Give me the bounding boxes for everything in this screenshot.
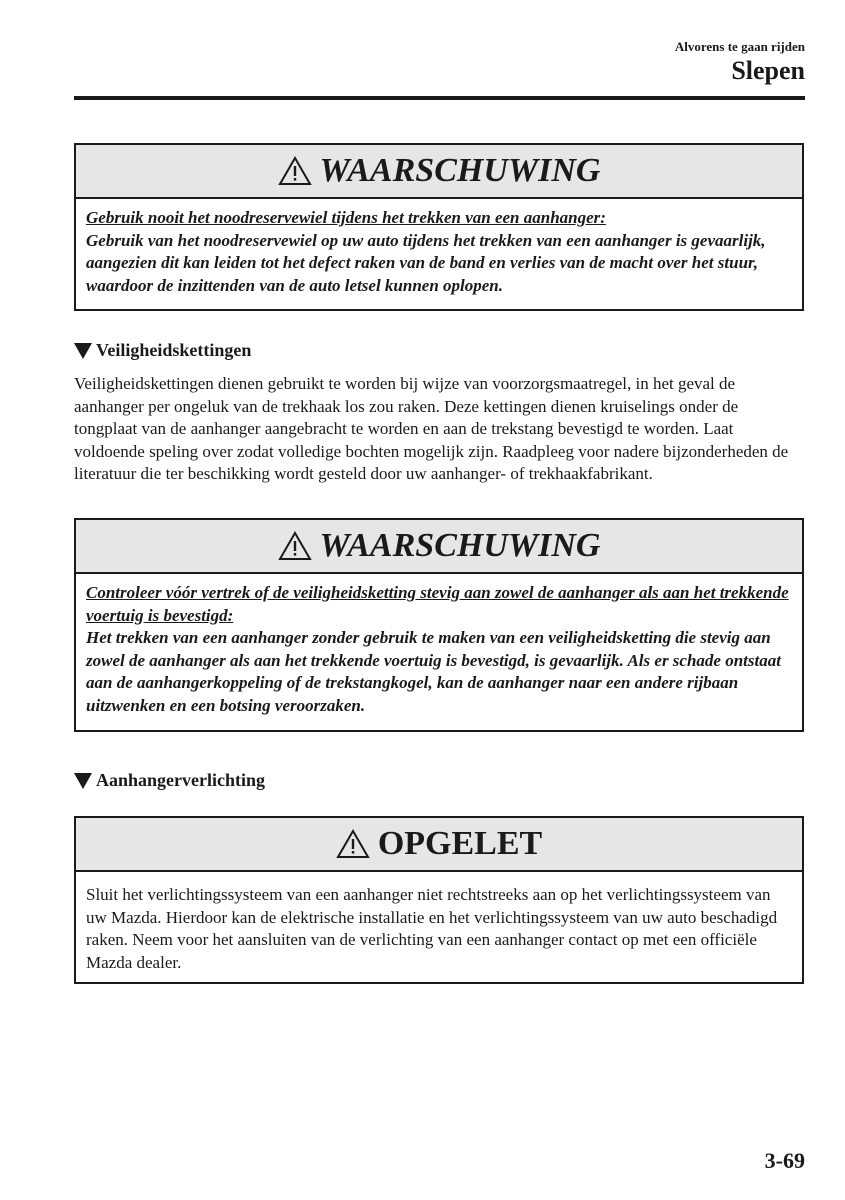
triangle-down-icon — [74, 343, 92, 359]
warning-triangle-icon — [278, 156, 312, 186]
warning-text: Gebruik van het noodreservewiel op uw auto tijdens het trekken van een aanhanger is gevaarlijk, aangezien dit kan leiden tot het defect raken van de band en verlies van de macht over het stuur, waardoor de inzittenden van de auto letsel kunnen oplopen. — [86, 230, 766, 295]
caution-body: Sluit het verlichtingssysteem van een aanhanger niet rechtstreeks aan op het verlichtingssysteem van uw Mazda. Hierdoor kan de elektrische installatie en het verlichtingssysteem van uw auto beschadigd raken. Neem voor het aansluiten van de verlichting van een aanhanger contact op met een officiële Mazda dealer. — [86, 885, 778, 972]
warning-body — [76, 199, 802, 307]
warning-text: Het trekken van een aanhanger zonder gebruik te maken van een veiligheidsketting die stevig aan zowel de aanhanger als aan het trekkende voertuig is bevestigd, is gevaarlijk. Als er schade ontstaat aan de aanhangerkoppeling of de trekstangkogel, kan de aanhanger naar een andere rijbaan uitzwenken en een botsing veroorzaken. — [86, 628, 781, 715]
warning-box-header — [76, 520, 802, 574]
section-heading-safety-chains — [74, 340, 251, 361]
page-title: Slepen — [731, 56, 805, 85]
page-number: 3-69 — [764, 1148, 805, 1173]
warning-box-spare-wheel — [74, 143, 804, 311]
triangle-down-icon — [74, 773, 92, 789]
section-heading-text: Veiligheidskettingen — [96, 340, 252, 360]
warning-heading: WAARSCHUWING — [319, 152, 601, 189]
warning-triangle-icon — [278, 531, 312, 561]
warning-box-header — [76, 145, 802, 199]
warning-triangle-icon — [336, 829, 370, 859]
warning-headline: Gebruik nooit het noodreservewiel tijdens het trekken van een aanhanger: — [86, 208, 606, 227]
warning-box-safety-chain — [74, 518, 804, 732]
caution-heading: OPGELET — [377, 825, 543, 862]
header-divider — [74, 96, 805, 100]
warning-headline: Controleer vóór vertrek of de veiligheidsketting stevig aan zowel de aanhanger als aan het trekkende voertuig is bevestigd: — [86, 583, 789, 625]
warning-body — [76, 574, 802, 727]
caution-box-trailer-lights — [74, 816, 804, 984]
section-heading-trailer-lights — [74, 770, 265, 791]
section-heading-text: Aanhangerverlichting — [96, 770, 265, 790]
warning-heading: WAARSCHUWING — [319, 527, 601, 564]
chapter-label: Alvorens te gaan rijden — [674, 39, 805, 54]
caution-box-header — [76, 818, 802, 872]
safety-chains-paragraph: Veiligheidskettingen dienen gebruikt te worden bij wijze van voorzorgsmaatregel, in het geval de aanhanger per ongeluk van de trekhaak los zou raken. Deze kettingen dienen kruiselings onder de tongplaat van de aanhanger aangebracht te worden en aan de trekstang bevestigd te worden. Laat voldoende speling over zodat volledige bochten mogelijk zijn. Raadpleeg voor nadere bijzonderheden de literatuur die ter beschikking wordt gesteld door uw aanhanger- of trekhaakfabrikant. — [74, 374, 789, 483]
